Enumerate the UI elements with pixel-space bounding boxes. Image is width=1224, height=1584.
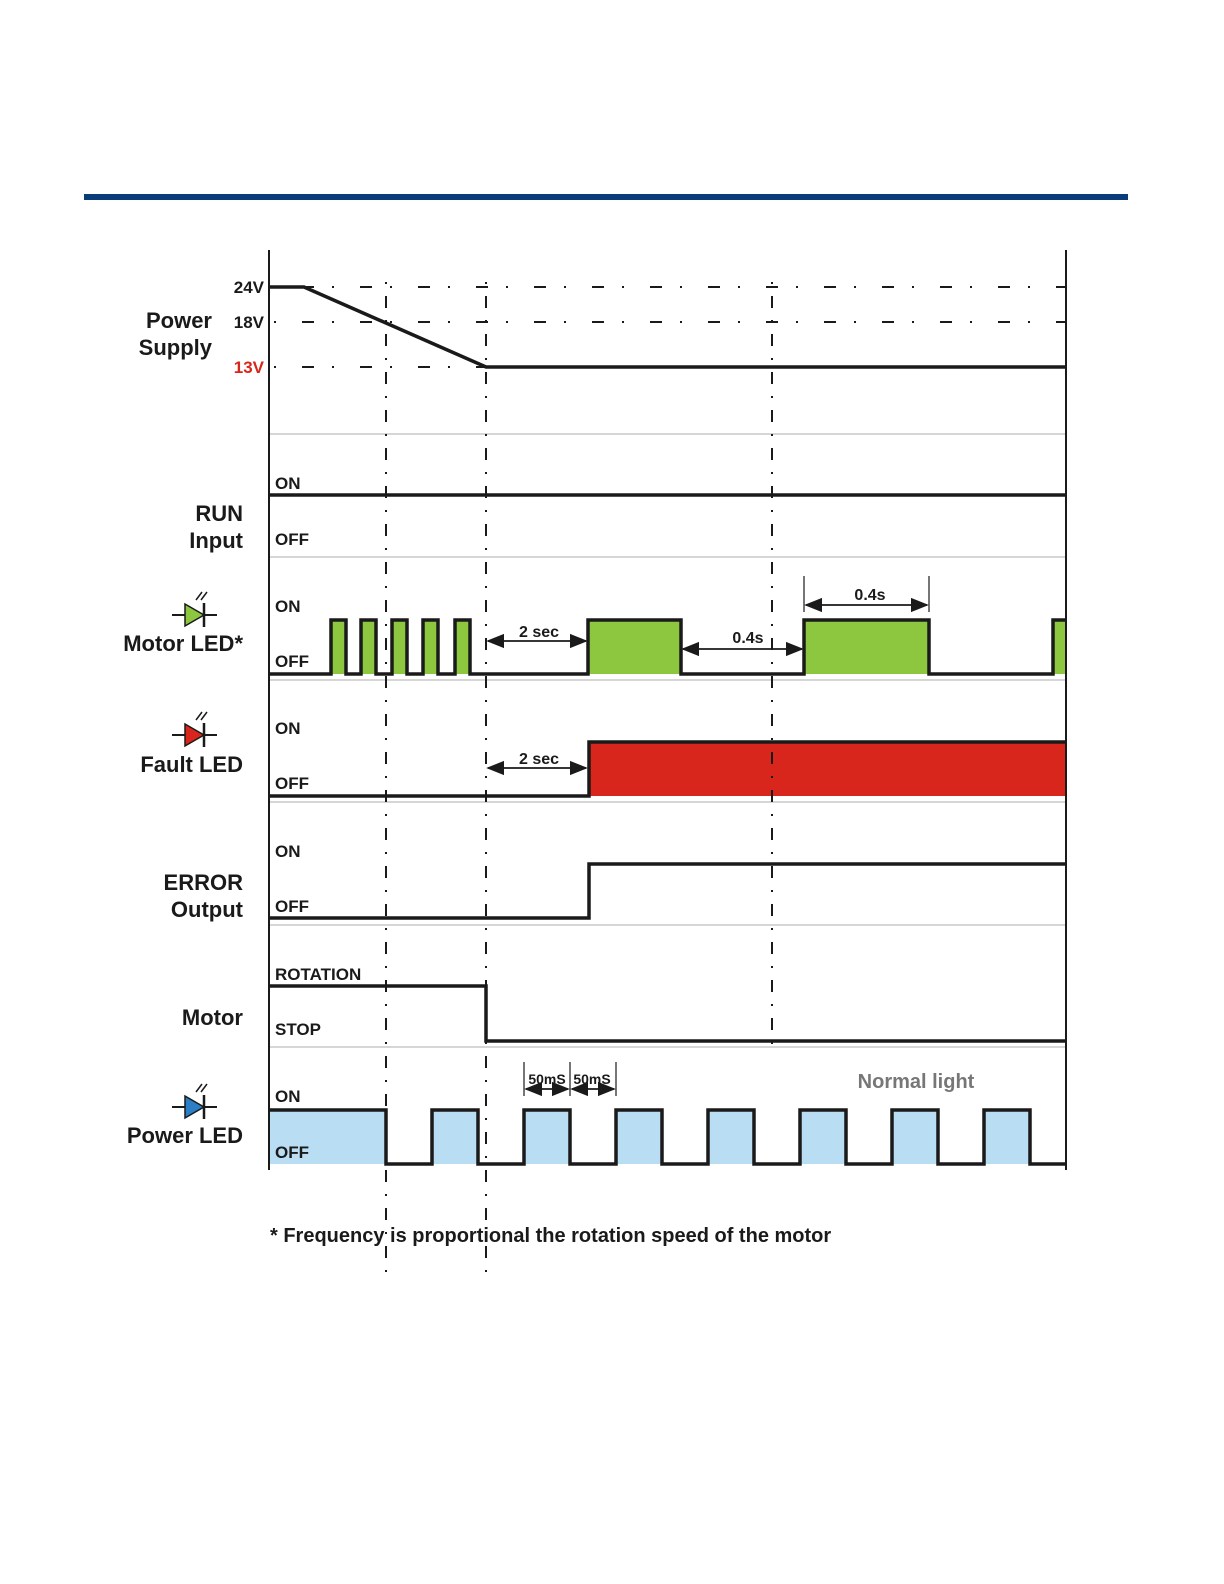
motor-rotation-label: ROTATION [275,965,362,984]
power-led-status-label: Normal light [857,1071,975,1093]
error-output-label-line1: ERROR [163,870,243,895]
fault-led-delay-label: 2 sec [518,751,560,768]
power-led-pulse [984,1110,1030,1164]
motor-led-on-period-label: 0.4s [854,587,886,604]
voltage-13v-label: 13V [233,358,264,377]
voltage-24v-label: 24V [233,278,264,297]
motor-led-on-label: ON [275,597,301,616]
power-led-off-time-label: 50mS [573,1071,611,1087]
power-supply-waveform [270,287,1066,367]
power-led-label: Power LED [126,1123,243,1148]
fault-led-off-label: OFF [275,774,309,793]
fault-led-icon [172,712,217,747]
motor-led-label: Motor LED* [123,631,243,656]
motor-led-pulse [804,620,929,674]
motor-led-pulse [361,620,376,674]
motor-led-icon [172,592,217,627]
error-output-waveform [270,864,1066,918]
run-input-label-line2: Input [189,528,243,553]
motor-led-off-period-label: 0.4s [732,630,764,647]
motor-led-pulse [331,620,346,674]
power-led-fill [270,1110,1030,1164]
motor-led-fill [331,620,1066,674]
run-input-off-label: OFF [275,530,309,549]
power-led-pulse [892,1110,938,1164]
error-output-off-label: OFF [275,897,309,916]
motor-label: Motor [181,1005,243,1030]
error-output-label-line2: Output [170,897,243,922]
power-led-icon [172,1084,217,1119]
motor-led-pulse [1053,620,1066,674]
motor-led-pulse [455,620,470,674]
motor-led-pulse [392,620,407,674]
power-led-pulse [524,1110,570,1164]
voltage-18v-label: 18V [233,313,264,332]
run-input-on-label: ON [275,474,301,493]
footnote: * Frequency is proportional the rotation speed of the motor [270,1225,832,1247]
motor-stop-label: STOP [275,1020,321,1039]
fault-led-on-label: ON [275,719,301,738]
run-input-label-line1: RUN [195,501,243,526]
power-supply-label-line2: Supply [138,335,212,360]
fault-led-label: Fault LED [140,752,243,777]
power-led-on-time-label: 50mS [528,1071,566,1087]
power-led-waveform [270,1110,1066,1164]
motor-led-delay-label: 2 sec [518,624,560,641]
power-led-pulse [432,1110,478,1164]
motor-led-pulse [588,620,681,674]
power-led-pulse [616,1110,662,1164]
power-led-off-label: OFF [275,1143,309,1162]
motor-waveform [270,986,1066,1041]
power-led-on-label: ON [275,1087,301,1106]
fault-led-fill [589,742,1066,796]
motor-led-pulse [423,620,438,674]
power-led-pulse [708,1110,754,1164]
motor-led-off-label: OFF [275,652,309,671]
power-supply-label-line1: Power [145,308,212,333]
power-led-pulse [800,1110,846,1164]
error-output-on-label: ON [275,842,301,861]
